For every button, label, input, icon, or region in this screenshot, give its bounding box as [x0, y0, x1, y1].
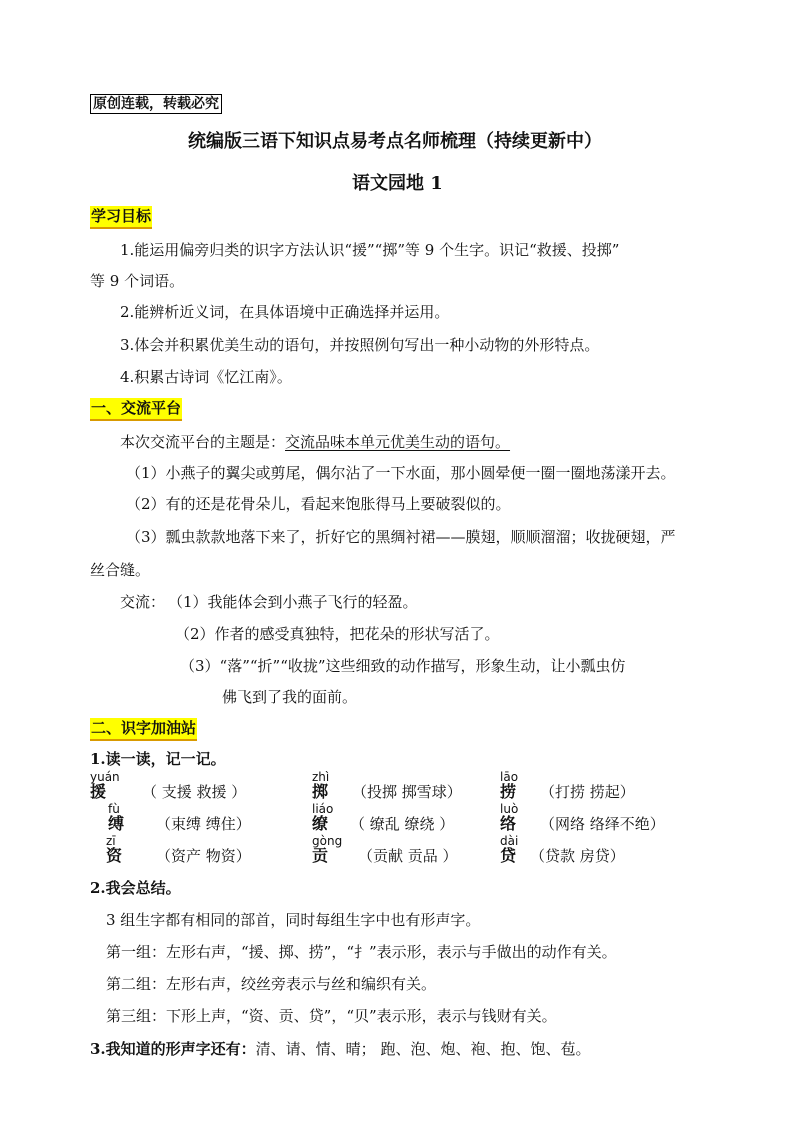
- exchange-item-1: （1）我能体会到小燕子飞行的轻盈。: [168, 593, 418, 611]
- vocab-words: （ 缭乱 缭绕 ）: [350, 815, 455, 833]
- section1-intro: [120, 432, 510, 452]
- page-subtitle: 语文园地 1: [352, 173, 443, 194]
- goal-item-1-cont: 等 9 个词语。: [90, 272, 185, 290]
- example-sentence-3: （3）瓢虫款款地落下来了，折好它的黑绸衬裙——膜翅，顺顺溜溜；收拢硬翅，严: [126, 528, 676, 546]
- goal-item-2: 2.能辨析近义词，在具体语境中正确选择并运用。: [120, 303, 450, 321]
- pinyin: zī: [106, 834, 116, 848]
- pinyin: dài: [500, 834, 519, 848]
- pinyin: gòng: [312, 834, 343, 848]
- vocab-words: （资产 物资）: [156, 847, 251, 865]
- copyright-notice: 原创连载，转载必究: [90, 94, 222, 114]
- section1-intro-prefix: 本次交流平台的主题是：: [120, 433, 286, 451]
- vocab-words: （贷款 房贷）: [530, 847, 625, 865]
- part2-title: 2.我会总结。: [90, 879, 181, 897]
- pinyin: liáo: [312, 802, 334, 816]
- vocab-char: 缚: [108, 814, 125, 833]
- section1-intro-topic: 交流品味本单元优美生动的语句。: [285, 433, 511, 451]
- vocab-words: （投掷 掷雪球）: [352, 783, 462, 801]
- page-title: 统编版三语下知识点易考点名师梳理（持续更新中）: [188, 131, 602, 152]
- exchange-item-2: （2）作者的感受真独特，把花朵的形状写活了。: [175, 625, 500, 643]
- vocab-char: 缭: [312, 814, 329, 833]
- goal-item-1: 1.能运用偏旁归类的识字方法认识“援”“掷”等 9 个生字。识记“救援、投掷”: [120, 241, 620, 259]
- exchange-item-3: （3）“落”“折”“收拢”这些细致的动作描写，形象生动，让小瓢虫仿: [180, 657, 626, 675]
- pinyin: yuán: [90, 770, 120, 784]
- summary-line-4: 第三组：下形上声，“资、贡、贷”，“贝”表示形，表示与钱财有关。: [106, 1007, 557, 1025]
- example-sentence-2: （2）有的还是花骨朵儿，看起来饱胀得马上要破裂似的。: [126, 495, 511, 513]
- goals-heading: 学习目标: [90, 206, 152, 229]
- example-sentence-1: （1）小燕子的翼尖或剪尾，偶尔沾了一下水面，那小圆晕便一圈一圈地荡漾开去。: [126, 464, 676, 482]
- part3-words: 清、请、情、晴； 跑、泡、炮、袍、抱、饱、苞。: [255, 1040, 591, 1058]
- summary-line-2: 第一组：左形右声，“援、掷、捞”，“扌”表示形，表示与手做出的动作有关。: [106, 943, 617, 961]
- vocab-words: （贡献 贡品 ）: [358, 847, 458, 865]
- vocab-words: （ 支援 救援 ）: [142, 783, 247, 801]
- vocab-char: 援: [90, 782, 107, 801]
- exchange-label: 交流：: [120, 593, 166, 611]
- pinyin: lāo: [500, 770, 519, 784]
- pinyin: fù: [108, 802, 120, 816]
- vocab-char: 贷: [500, 846, 517, 865]
- pinyin: luò: [500, 802, 519, 816]
- vocab-char: 资: [106, 846, 123, 865]
- summary-line-1: 3 组生字都有相同的部首，同时每组生字中也有形声字。: [106, 911, 481, 929]
- goal-item-4: 4.积累古诗词《忆江南》。: [120, 368, 292, 386]
- section2-heading: 二、识字加油站: [90, 718, 197, 741]
- part1-title: 1.读一读，记一记。: [90, 750, 226, 768]
- vocab-words: （网络 络绎不绝）: [540, 815, 665, 833]
- exchange-item-3-cont: 佛飞到了我的面前。: [222, 688, 358, 706]
- vocab-char: 贡: [312, 846, 329, 865]
- vocab-words: （束缚 缚住）: [156, 815, 251, 833]
- vocab-char: 络: [500, 814, 517, 833]
- part3-title: 3.我知道的形声字还有：: [90, 1040, 256, 1058]
- pinyin: zhì: [312, 770, 330, 784]
- section1-heading: 一、交流平台: [90, 398, 182, 421]
- example-sentence-3-cont: 丝合缝。: [90, 561, 151, 579]
- vocab-words: （打捞 捞起）: [540, 783, 635, 801]
- vocab-char: 掷: [312, 782, 329, 801]
- part3-line: [90, 1039, 590, 1059]
- vocab-char: 捞: [500, 782, 517, 801]
- goal-item-3: 3.体会并积累优美生动的语句，并按照例句写出一种小动物的外形特点。: [120, 336, 600, 354]
- summary-line-3: 第二组：左形右声，绞丝旁表示与丝和编织有关。: [106, 975, 437, 993]
